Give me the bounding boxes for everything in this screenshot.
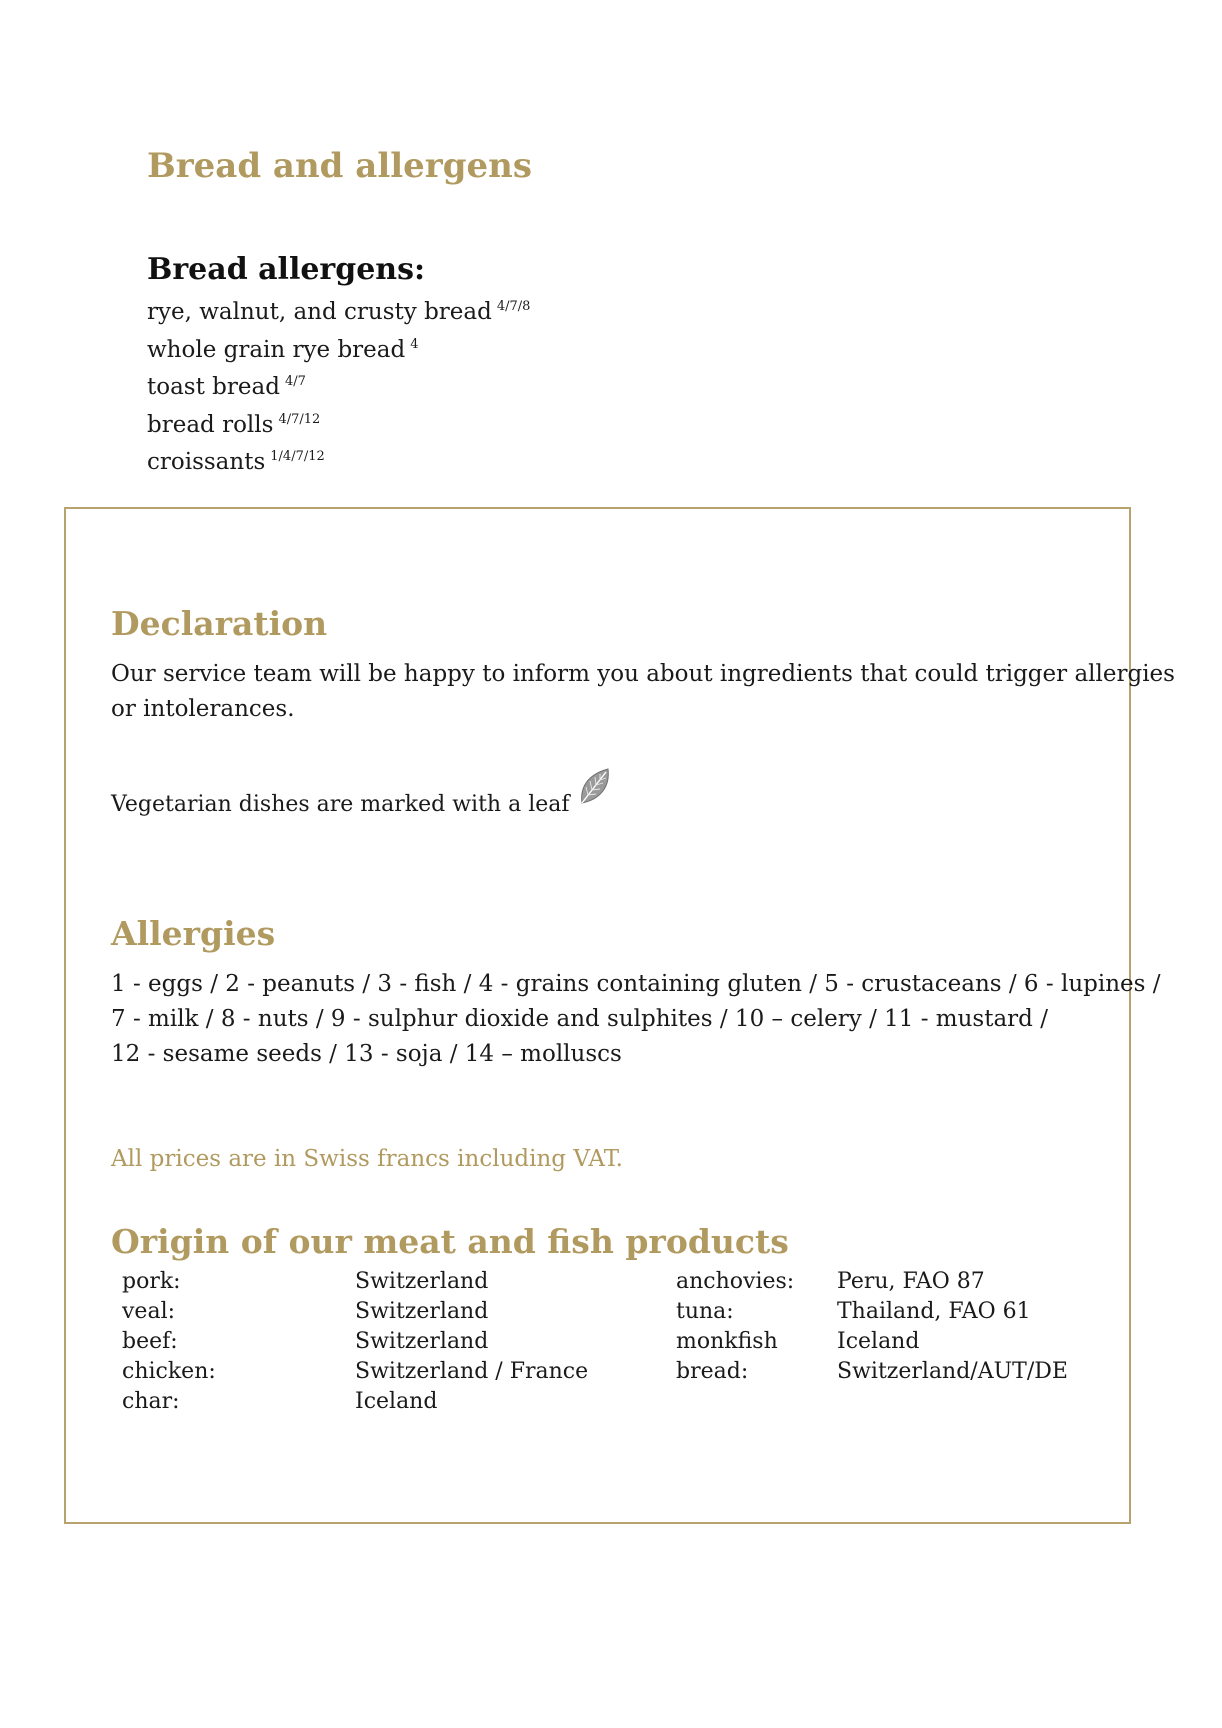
origin-cell: Switzerland / France bbox=[355, 1359, 589, 1384]
origin-cell: Switzerland bbox=[355, 1299, 489, 1324]
table-row bbox=[122, 1269, 1068, 1299]
table-row bbox=[122, 1359, 1068, 1389]
product-cell: bread: bbox=[676, 1359, 749, 1384]
product-cell: anchovies: bbox=[676, 1269, 795, 1294]
allergen-codes: 4/7 bbox=[284, 374, 306, 389]
bread-item-name: croissants bbox=[147, 449, 266, 475]
product-cell: monkfish bbox=[676, 1329, 778, 1354]
allergen-codes: 1/4/7/12 bbox=[270, 449, 325, 464]
declaration-line: or intolerances. bbox=[111, 696, 295, 722]
bread-item-name: bread rolls bbox=[147, 411, 274, 438]
product-cell: veal: bbox=[122, 1299, 176, 1324]
allergen-codes: 4/7/12 bbox=[278, 411, 321, 427]
origin-cell: Iceland bbox=[837, 1329, 920, 1354]
allergen-codes: 4 bbox=[410, 336, 419, 352]
origin-title: Origin of our meat and fish products bbox=[111, 1222, 789, 1261]
bread-item bbox=[147, 329, 530, 367]
bread-item bbox=[147, 291, 530, 329]
origin-cell: Peru, FAO 87 bbox=[837, 1269, 985, 1294]
origin-cell: Thailand, FAO 61 bbox=[837, 1299, 1031, 1324]
product-cell: tuna: bbox=[676, 1299, 734, 1324]
bread-item bbox=[147, 366, 530, 404]
origin-cell: Switzerland bbox=[355, 1269, 489, 1294]
bread-item-name: toast bread bbox=[147, 374, 280, 400]
table-row bbox=[122, 1329, 1068, 1359]
bread-item bbox=[147, 441, 530, 479]
origin-table bbox=[122, 1269, 1068, 1419]
leaf-icon bbox=[576, 767, 612, 813]
allergies-list bbox=[111, 967, 1161, 1072]
bread-list bbox=[147, 291, 530, 479]
allergies-title: Allergies bbox=[111, 914, 276, 953]
declaration-line: Our service team will be happy to inform you about ingredients that could trigger allergies bbox=[111, 661, 1175, 687]
prices-note: All prices are in Swiss francs including VAT. bbox=[111, 1146, 623, 1172]
table-row bbox=[122, 1299, 1068, 1329]
bread-item bbox=[147, 404, 530, 442]
product-cell: char: bbox=[122, 1389, 180, 1414]
info-box bbox=[64, 507, 1175, 1524]
allergies-line: 7 - milk / 8 - nuts / 9 - sulphur dioxide and sulphites / 10 – celery / 11 - mustard / bbox=[111, 1006, 1048, 1032]
origin-cell: Switzerland bbox=[355, 1329, 489, 1354]
page-title: Bread and allergens bbox=[147, 146, 532, 186]
bread-allergens-heading: Bread allergens: bbox=[147, 252, 426, 287]
table-row bbox=[122, 1389, 1068, 1419]
allergies-line: 1 - eggs / 2 - peanuts / 3 - fish / 4 - grains containing gluten / 5 - crustaceans / 6 - lupines / bbox=[111, 971, 1161, 997]
vegetarian-note-text: Vegetarian dishes are marked with a leaf bbox=[111, 792, 570, 817]
bread-item-name: whole grain rye bread bbox=[147, 336, 406, 363]
origin-cell bbox=[837, 1389, 1068, 1419]
product-cell: beef: bbox=[122, 1329, 178, 1354]
origin-cell: Iceland bbox=[355, 1389, 438, 1414]
allergen-codes: 4/7/8 bbox=[496, 299, 531, 314]
vegetarian-note bbox=[111, 771, 612, 817]
bread-allergens-section bbox=[147, 252, 530, 479]
origin-cell: Switzerland/AUT/DE bbox=[837, 1359, 1068, 1384]
product-cell: chicken: bbox=[122, 1359, 216, 1384]
declaration-title: Declaration bbox=[111, 604, 328, 643]
product-cell: pork: bbox=[122, 1269, 181, 1294]
allergies-line: 12 - sesame seeds / 13 - soja / 14 – molluscs bbox=[111, 1041, 622, 1067]
bread-item-name: rye, walnut, and crusty bread bbox=[147, 299, 492, 325]
product-cell bbox=[676, 1389, 837, 1419]
declaration-text bbox=[111, 657, 1175, 727]
